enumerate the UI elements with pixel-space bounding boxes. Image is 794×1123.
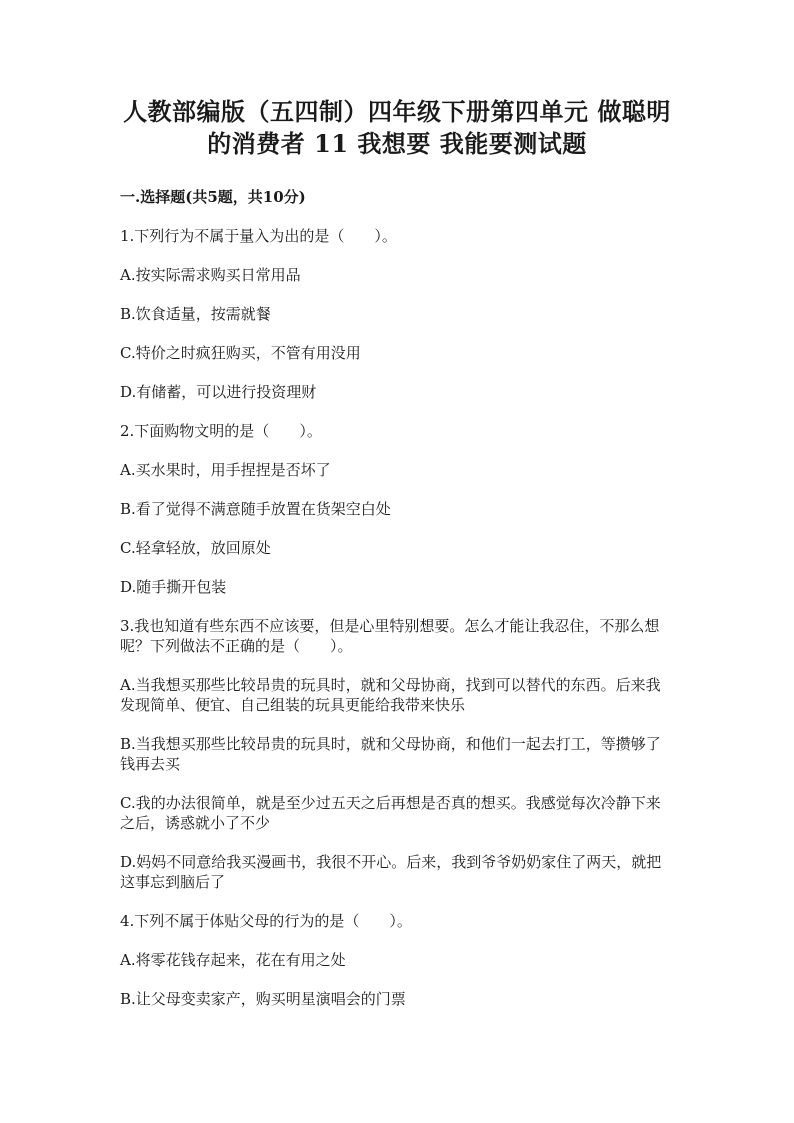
question-4	[120, 911, 674, 1009]
question-3	[120, 616, 674, 892]
question-stem: 1.下列行为不属于量入为出的是（ ）。	[120, 227, 397, 245]
title-line-2: 的消费者 11 我想要 我能要测试题	[207, 129, 587, 158]
question-option: C.轻拿轻放，放回原处	[120, 539, 271, 557]
question-option: A.当我想买那些比较昂贵的玩具时，就和父母协商，找到可以替代的东西。后来我发现简单、便宜、自己组装的玩具更能给我带来快乐	[120, 676, 661, 714]
question-option: A.将零花钱存起来，花在有用之处	[120, 951, 346, 969]
question-2	[120, 421, 674, 597]
document-title	[120, 96, 674, 160]
question-option: C.特价之时疯狂购买，不管有用没用	[120, 344, 361, 362]
question-1	[120, 226, 674, 402]
question-option: A.按实际需求购买日常用品	[120, 266, 301, 284]
question-stem: 3.我也知道有些东西不应该要，但是心里特别想要。怎么才能让我忍住，不那么想呢？下列做法不正确的是（ ）。	[120, 617, 660, 655]
title-line-1: 人教部编版（五四制）四年级下册第四单元 做聪明	[123, 97, 671, 126]
question-option: D.随手撕开包装	[120, 578, 227, 596]
question-option: A.买水果时，用手捏捏是否坏了	[120, 461, 331, 479]
section-heading: 一.选择题(共5题，共10分)	[120, 188, 306, 206]
question-stem: 2.下面购物文明的是（ ）。	[120, 422, 322, 440]
question-option: B.让父母变卖家产，购买明星演唱会的门票	[120, 990, 406, 1008]
question-stem: 4.下列不属于体贴父母的行为的是（ ）。	[120, 912, 412, 930]
question-option: B.饮食适量，按需就餐	[120, 305, 271, 323]
question-option: D.妈妈不同意给我买漫画书，我很不开心。后来，我到爷爷奶奶家住了两天，就把这事忘到脑后了	[120, 853, 662, 891]
question-option: D.有储蓄，可以进行投资理财	[120, 383, 317, 401]
question-option: B.当我想买那些比较昂贵的玩具时，就和父母协商，和他们一起去打工，等攒够了钱再去买	[120, 735, 661, 773]
question-option: B.看了觉得不满意随手放置在货架空白处	[120, 500, 391, 518]
question-option: C.我的办法很简单，就是至少过五天之后再想是否真的想买。我感觉每次冷静下来之后，诱惑就小了不少	[120, 794, 661, 832]
